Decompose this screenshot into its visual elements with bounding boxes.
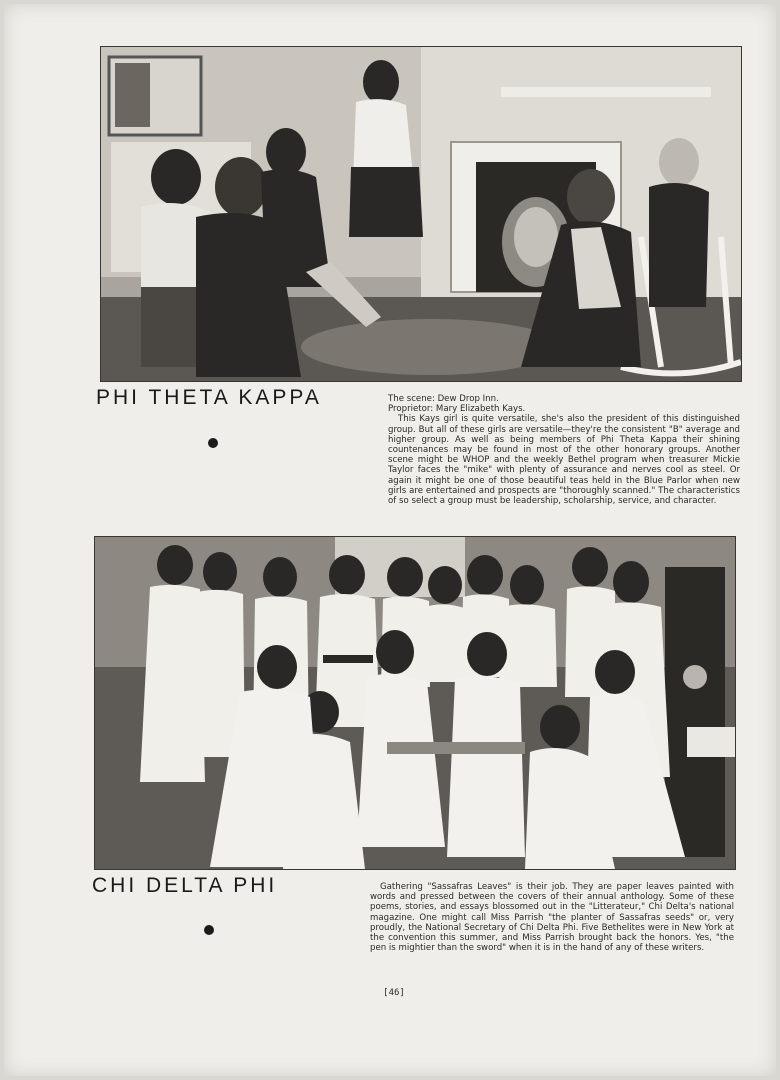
yearbook-page xyxy=(4,4,776,1076)
chi-delta-phi-photo xyxy=(94,536,736,870)
phi-theta-kappa-photo-image xyxy=(101,47,741,381)
phi-theta-kappa-photo xyxy=(100,46,742,382)
page-number: [46] xyxy=(383,988,405,998)
chi-delta-phi-title: CHI DELTA PHI xyxy=(92,874,278,897)
chi-delta-phi-paragraph: Gathering "Sassafras Leaves" is their job. They are paper leaves painted with words and pressed between the covers of their annual anthology. Some of these poems, stories, and essays blossomed out in the "Litterateur," Chi Delta's national magazine. One might call Miss Parrish "the planter of Sassafras seeds" or, very proudly, the National Secretary of Chi Delta Phi. Five Bethelites were in New York at the convention this summer, and Miss Parrish brought back the honors. Yes, "the pen is mightier than the sword" when it is in the hand of any of these writers. xyxy=(370,882,734,954)
phi-theta-kappa-bullet-icon xyxy=(208,438,218,448)
phi-theta-kappa-paragraph: This Kays girl is quite versatile, she's also the president of this distinguished group. But all of these girls are versatile—they're the consistent "B" average and higher group. As well as being members of Phi Theta Kappa their shining countenances may be found in most of the other honorary groups. Another scene might be WHOP and the weekly Bethel program when treasurer Mickie Taylor faces the "mike" with plenty of assurance and nerves cool as steel. Or again it might be one of those beautiful teas held in the Blue Parlor when new girls are entertained and prospects are "thoroughly scanned." The characteristics of so select a group must be leadership, scholarship, service, and character. xyxy=(388,414,740,507)
chi-delta-phi-photo-image xyxy=(95,537,735,869)
chi-delta-phi-bullet-icon xyxy=(204,925,214,935)
phi-theta-kappa-text xyxy=(388,394,740,506)
phi-theta-kappa-title: PHI THETA KAPPA xyxy=(96,386,322,409)
proprietor-line: Proprietor: Mary Elizabeth Kays. xyxy=(388,404,526,415)
scene-line: The scene: Dew Drop Inn. xyxy=(388,394,499,404)
chi-delta-phi-text xyxy=(370,882,734,953)
